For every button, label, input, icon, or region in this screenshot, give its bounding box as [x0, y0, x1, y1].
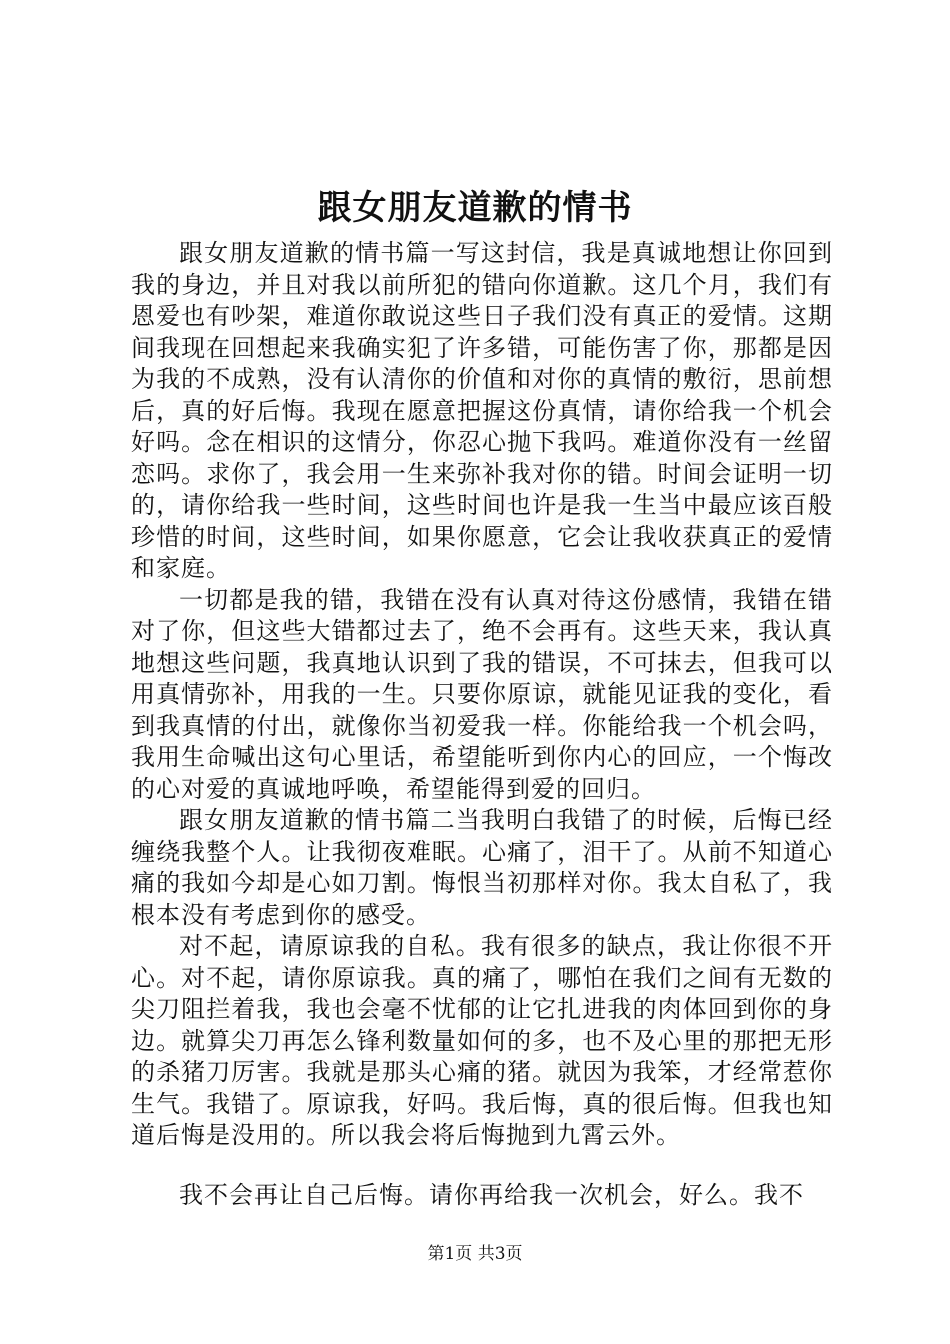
paragraph-1: 跟女朋友道歉的情书篇一写这封信，我是真诚地想让你回到我的身边，并且对我以前所犯的错向你道歉。这几个月，我们有恩爱也有吵架，难道你敢说这些日子我们没有真正的爱情。这期间我现在回想起来我确实犯了许多错，可能伤害了你，那都是因为我的不成熟，没有认清你的价值和对你的真情的敷衍，思前想后，真的好后悔。我现在愿意把握这份真情，请你给我一个机会好吗。念在相识的这情分，你忍心抛下我吗。难道你没有一丝留恋吗。求你了，我会用一生来弥补我对你的错。时间会证明一切的，请你给我一些时间，这些时间也许是我一生当中最应该百般珍惜的时间，这些时间，如果你愿意，它会让我收获真正的爱情和家庭。: [131, 239, 833, 582]
paragraph-3: 跟女朋友道歉的情书篇二当我明白我错了的时候，后悔已经缠绕我整个人。让我彻夜难眠。心痛了，泪干了。从前不知道心痛的我如今却是心如刀割。悔恨当初那样对你。我太自私了，我根本没有考虑到你的感受。: [131, 806, 833, 929]
document-title: 跟女朋友道歉的情书: [317, 188, 633, 228]
document-body: [131, 238, 833, 1211]
page-number-footer: 第1页 共3页: [427, 1244, 523, 1264]
paragraph-2: 一切都是我的错，我错在没有认真对待这份感情，我错在错对了你，但这些大错都过去了，绝不会再有。这些天来，我认真地想这些问题，我真地认识到了我的错误，不可抹去，但我可以用真情弥补，用我的一生。只要你原谅，就能见证我的变化，看到我真情的付出，就像你当初爱我一样。你能给我一个机会吗，我用生命喊出这句心里话，希望能听到你内心的回应，一个悔改的心对爱的真诚地呼唤，希望能得到爱的回归。: [131, 585, 833, 803]
paragraph-5: 我不会再让自己后悔。请你再给我一次机会，好么。我不: [179, 1180, 804, 1209]
paragraph-4: 对不起，请原谅我的自私。我有很多的缺点，我让你很不开心。对不起，请你原谅我。真的痛了，哪怕在我们之间有无数的尖刀阻拦着我，我也会毫不忧郁的让它扎进我的肉体回到你的身边。就算尖刀再怎么锋利数量如何的多，也不及心里的那把无形的杀猪刀厉害。我就是那头心痛的猪。就因为我笨，才经常惹你生气。我错了。原谅我，好吗。我后悔，真的很后悔。但我也知道后悔是没用的。所以我会将后悔抛到九霄云外。: [131, 932, 833, 1149]
